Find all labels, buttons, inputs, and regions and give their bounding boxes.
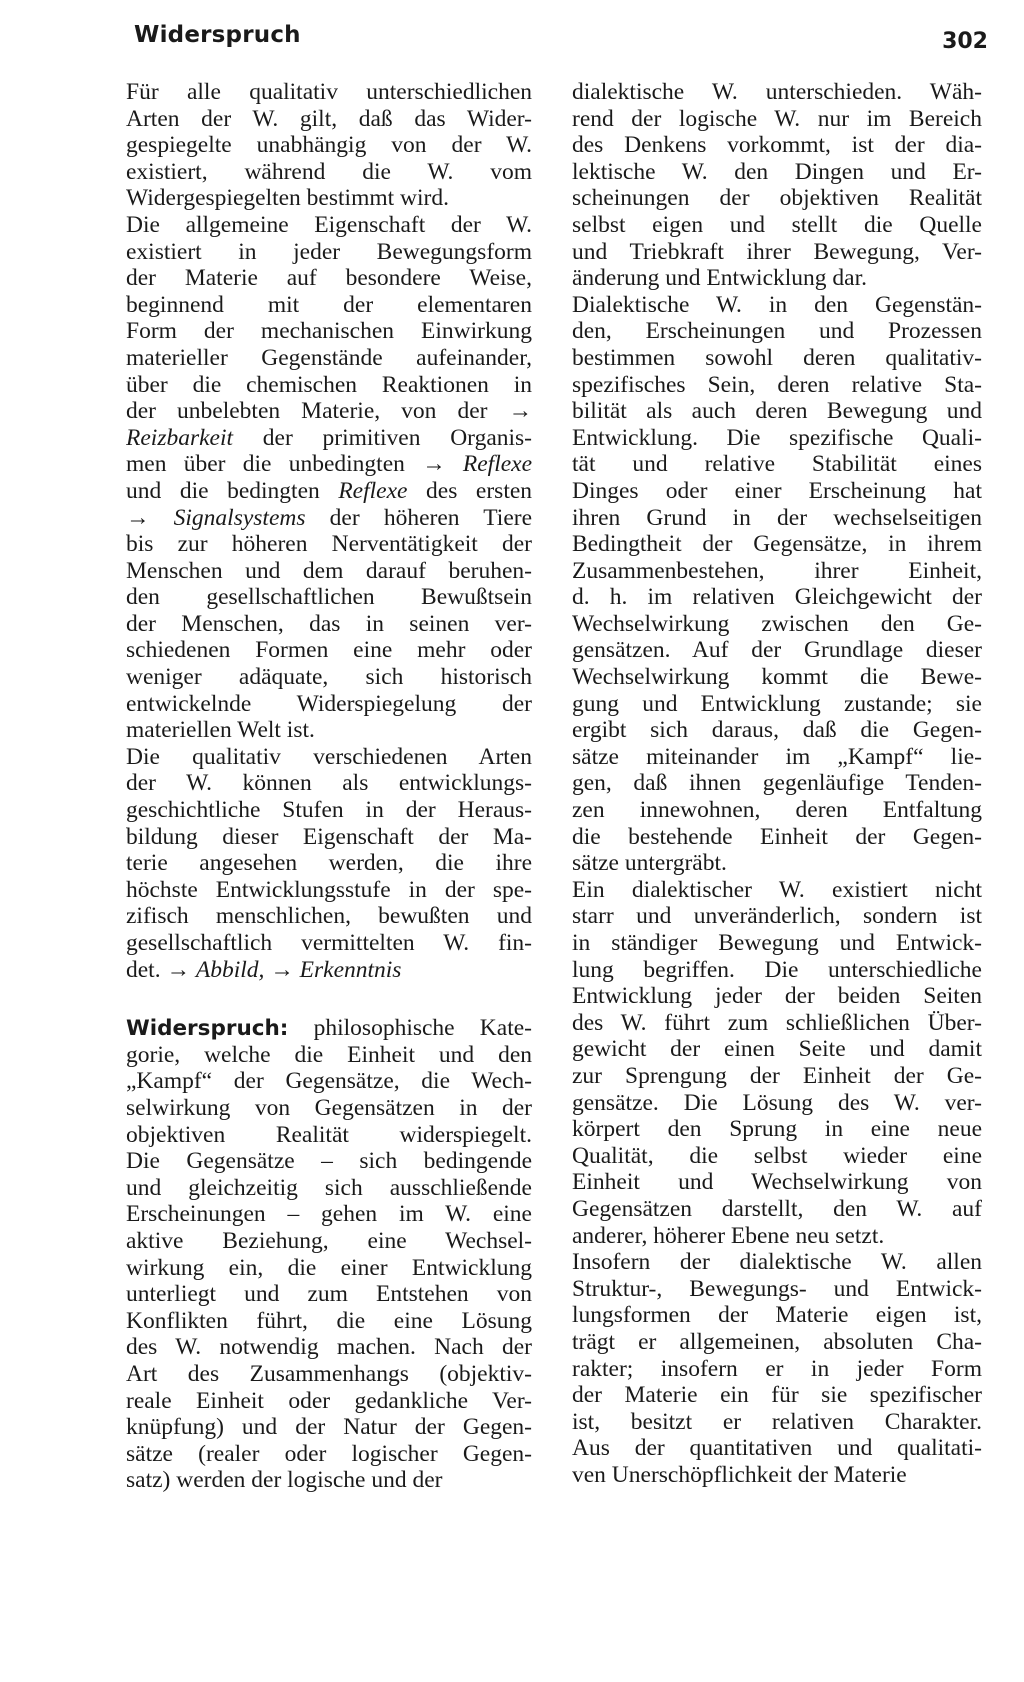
text-line: weniger adäquate, sich historisch: [126, 664, 532, 691]
text-line: der W. können als entwicklungs-: [126, 770, 532, 797]
text-line: entwickelnde Widerspiegelung der: [126, 690, 532, 717]
cross-reference-term: Abbild,: [195, 956, 265, 983]
text-line: satz) werden der logische und der: [126, 1467, 443, 1494]
paragraph: [126, 744, 532, 983]
text-line: der Materie ein für sie spezifischer: [572, 1382, 982, 1409]
text-line: und gleichzeitig sich ausschließende: [126, 1174, 532, 1201]
text-line: Wechselwirkung kommt die Bewe-: [572, 664, 982, 691]
text-line: bilität als auch deren Bewegung und: [572, 398, 982, 425]
text-line: gewicht der einen Seite und damit: [572, 1036, 982, 1063]
entry-spacer: [126, 983, 532, 1015]
text-line: Insofern der dialektische W. allen: [572, 1249, 982, 1276]
text-line: Qualität, die selbst wieder eine: [572, 1142, 982, 1169]
text-line: gensätze. Die Lösung des W. ver-: [572, 1089, 982, 1116]
text-line: tät und relative Stabilität eines: [572, 451, 982, 478]
text-line: gung und Entwicklung zustande; sie: [572, 690, 982, 717]
text-line: Die Gegensätze – sich bedingende: [126, 1148, 532, 1175]
text-line: änderung und Entwicklung dar.: [572, 265, 867, 292]
text-line: ergibt sich daraus, daß die Gegen-: [572, 717, 982, 744]
text-line: starr und unveränderlich, sondern ist: [572, 903, 982, 930]
right-column: [572, 79, 982, 1488]
cross-reference-term: Reflexe: [338, 477, 408, 504]
text-line: Art des Zusammenhangs (objektiv-: [126, 1360, 532, 1387]
text-line: in ständiger Bewegung und Entwick-: [572, 930, 982, 956]
text-line: wirkung ein, die einer Entwicklung: [126, 1254, 532, 1281]
text-line: bis zur höheren Nerventätigkeit der: [126, 531, 532, 558]
text-line: höchste Entwicklungsstufe in der spe-: [126, 876, 532, 903]
text-line: zen innewohnen, deren Entfaltung: [572, 797, 982, 824]
text-line: materiellen Welt ist.: [126, 717, 315, 744]
text-line: den gesellschaftlichen Bewußtsein: [126, 584, 532, 611]
text-line: Zusammenbestehen, ihrer Einheit,: [572, 557, 982, 584]
text-line: Reizbarkeit der primitiven Organis-: [126, 424, 532, 451]
paragraph: [572, 1249, 982, 1488]
text-line: zifisch menschlichen, bewußten und: [126, 903, 532, 930]
text-line: der Materie auf besondere Weise,: [126, 265, 532, 292]
text-line: Wechselwirkung zwischen den Ge-: [572, 610, 982, 637]
cross-reference-term: Reflexe: [462, 451, 532, 478]
text-line: Gegensätzen darstellt, den W. auf: [572, 1195, 982, 1222]
text-line: lektische W. den Dingen und Er-: [572, 158, 982, 185]
text-line: det. → Abbild, → Erkenntnis: [126, 956, 402, 983]
text-line: Menschen und dem darauf beruhen-: [126, 557, 532, 584]
cross-reference-term: Reizbarkeit: [126, 424, 234, 451]
text-line: Entwicklung jeder der beiden Seiten: [572, 983, 982, 1010]
text-line: geschichtliche Stufen in der Heraus-: [126, 797, 532, 824]
text-line: bildung dieser Eigenschaft der Ma-: [126, 823, 532, 850]
text-line: „Kampf“ der Gegensätze, die Wech-: [126, 1068, 532, 1095]
text-line: des W. notwendig machen. Nach der: [126, 1334, 532, 1361]
entry-first-line: [126, 1015, 532, 1042]
paragraph: [572, 877, 982, 1249]
text-line: spezifisches Sein, deren relative Sta-: [572, 371, 982, 398]
text-line: terie angesehen werden, die ihre: [126, 850, 532, 877]
text-line: zur Sprengung der Einheit der Ge-: [572, 1062, 982, 1089]
text-line: schiedenen Formen eine mehr oder: [126, 637, 532, 664]
text-line: rakter; insofern er in jeder Form: [572, 1355, 982, 1382]
text-line: objektiven Realität widerspiegelt.: [126, 1121, 532, 1148]
text-line: Ein dialektischer W. existiert nicht: [572, 876, 982, 903]
text-line: existiert, während die W. vom: [126, 158, 532, 185]
text-line: die bestehende Einheit der Gegen-: [572, 823, 982, 850]
text-line: anderer, höherer Ebene neu setzt.: [572, 1222, 885, 1249]
text-line: existiert in jeder Bewegungsform: [126, 238, 532, 265]
text-line: Die qualitativ verschiedenen Arten: [126, 743, 532, 770]
text-line: der Menschen, das in seinen ver-: [126, 610, 532, 637]
text-line: der unbelebten Materie, von der →: [126, 398, 532, 425]
text-line: ist, besitzt er relativen Charakter.: [572, 1408, 982, 1435]
text-line: ven Unerschöpflichkeit der Materie: [572, 1461, 907, 1488]
text-line: und Triebkraft ihrer Bewegung, Ver-: [572, 238, 982, 265]
text-line: Dialektische W. in den Gegenstän-: [572, 291, 982, 318]
text-line: ihren Grund in der wechselseitigen: [572, 504, 982, 531]
text-line: und die bedingten Reflexe des ersten: [126, 477, 532, 504]
text-line: → Signalsystems der höheren Tiere: [126, 504, 532, 531]
text-line: scheinungen der objektiven Realität: [572, 185, 982, 212]
text-line: körpert den Sprung in eine neue: [572, 1116, 982, 1143]
dictionary-entry: [126, 1015, 532, 1494]
text-line: dialektische W. unterschieden. Wäh-: [572, 79, 982, 105]
text-line: Widergespiegelten bestimmt wird.: [126, 185, 449, 212]
paragraph: [126, 212, 532, 744]
paragraph: [572, 292, 982, 877]
text-line: gorie, welche die Einheit und den: [126, 1041, 532, 1068]
text-line: gesellschaftlich vermittelten W. fin-: [126, 930, 532, 956]
entry-lemma: Widerspruch:: [126, 1016, 289, 1042]
text-line: Struktur-, Bewegungs- und Entwick-: [572, 1275, 982, 1302]
text-line: selbst eigen und stellt die Quelle: [572, 211, 982, 238]
text-line: Form der mechanischen Einwirkung: [126, 318, 532, 345]
text-line: beginnend mit der elementaren: [126, 291, 532, 318]
text-line: Entwicklung. Die spezifische Quali-: [572, 424, 982, 451]
text-line: selwirkung von Gegensätzen in der: [126, 1094, 532, 1121]
text-line: Einheit und Wechselwirkung von: [572, 1169, 982, 1196]
text-line: den, Erscheinungen und Prozessen: [572, 318, 982, 345]
text-line: Arten der W. gilt, daß das Wider-: [126, 105, 532, 132]
text-line: Für alle qualitativ unterschiedlichen: [126, 79, 532, 105]
text-line: gensätzen. Auf der Grundlage dieser: [572, 637, 982, 664]
text-line: über die chemischen Reaktionen in: [126, 371, 532, 398]
text-line: reale Einheit oder gedankliche Ver-: [126, 1387, 532, 1414]
text-line: materieller Gegenstände aufeinander,: [126, 344, 532, 371]
entry-definition-start: philosophische Kate-: [313, 1015, 532, 1042]
text-line: gen, daß ihnen gegenläufige Tenden-: [572, 770, 982, 797]
text-line: knüpfung) und der Natur der Gegen-: [126, 1414, 532, 1441]
text-line: Konflikten führt, die eine Lösung: [126, 1307, 532, 1334]
text-line: d. h. im relativen Gleichgewicht der: [572, 584, 982, 611]
text-line: Bedingtheit der Gegensätze, in ihrem: [572, 531, 982, 558]
text-line: Die allgemeine Eigenschaft der W.: [126, 211, 532, 238]
text-line: sätze (realer oder logischer Gegen-: [126, 1440, 532, 1467]
text-line: Aus der quantitativen und qualitati-: [572, 1435, 982, 1462]
text-line: sätze untergräbt.: [572, 850, 727, 877]
text-line: bestimmen sowohl deren qualitativ-: [572, 344, 982, 371]
text-line: gespiegelte unabhängig von der W.: [126, 132, 532, 159]
text-line: trägt er allgemeinen, absoluten Cha-: [572, 1328, 982, 1355]
text-line: aktive Beziehung, eine Wechsel-: [126, 1227, 532, 1254]
text-line: lungsformen der Materie eigen ist,: [572, 1302, 982, 1329]
text-line: des W. führt zum schließlichen Über-: [572, 1009, 982, 1036]
text-line: sätze miteinander im „Kampf“ lie-: [572, 743, 982, 770]
page-number: 302: [942, 29, 988, 54]
text-line: lung begriffen. Die unterschiedliche: [572, 956, 982, 983]
paragraph: [126, 79, 532, 212]
text-line: des Denkens vorkommt, ist der dia-: [572, 132, 982, 159]
text-line: Erscheinungen – gehen im W. eine: [126, 1201, 532, 1228]
left-column: [126, 79, 532, 1494]
text-line: rend der logische W. nur im Bereich: [572, 105, 982, 132]
cross-reference-term: Signalsystems: [173, 504, 306, 531]
text-line: unterliegt und zum Entstehen von: [126, 1281, 532, 1308]
text-line: Dinges oder einer Erscheinung hat: [572, 477, 982, 504]
cross-reference-term: Erkenntnis: [299, 956, 402, 983]
paragraph: [572, 79, 982, 292]
text-line: men über die unbedingten → Reflexe: [126, 451, 532, 478]
running-head: Widerspruch: [134, 22, 301, 48]
